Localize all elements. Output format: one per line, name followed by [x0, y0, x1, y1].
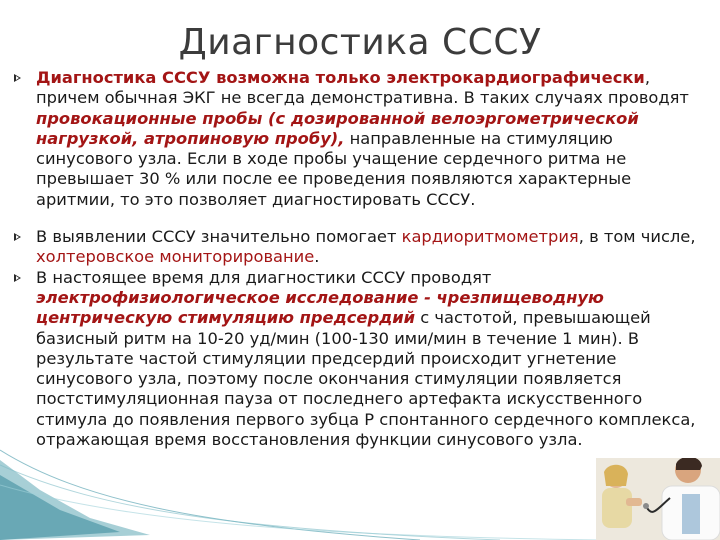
bullet-2-seg-4: холтеровское мониторирование [36, 247, 315, 267]
triangle-bullet-icon [14, 274, 21, 282]
bullet-2-seg-5: . [314, 247, 320, 267]
triangle-bullet-icon [14, 74, 21, 82]
bullet-3-seg-1: В настоящее время для диагностики СССУ проводят [36, 267, 492, 287]
doctor-child-photo [596, 458, 720, 540]
bullet-item-2 [14, 227, 714, 268]
bullet-1-seg-2: , причем обычная ЭКГ не всегда демонстративна. В таких случаях проводят [36, 68, 689, 108]
bullet-2-seg-2: кардиоритмометрия [401, 227, 579, 247]
triangle-bullet-icon [14, 233, 21, 241]
bullet-1-seg-1: Диагностика СССУ возможна только электрокардиографически [36, 68, 645, 87]
bullet-item-3 [14, 268, 714, 451]
bullet-2-seg-3: , в том числе, [578, 227, 696, 247]
bullet-2-seg-1: В выявлении СССУ значительно помогает [36, 227, 402, 247]
bullet-1-seg-3: провокационные пробы (с дозированной велоэргометрической нагрузкой, атропиновую пробу), [36, 108, 639, 148]
page-title: Диагностика СССУ [178, 22, 542, 63]
bullet-3-seg-3: с частотой, превышающей базисный ритм на 10-20 уд/мин (100-130 ими/мин в течение 1 мин). В результате частой стимуляции предсердий происходит угнетение синусового узла, поэтому после окончания стимуляции появляется постстимуляционная пауза от последнего артефакта искусственного стимула до появления первого зубца Р спонтанного сердечного комплекса, отражающая время восстановления функции синусового узла. [36, 308, 696, 450]
bullet-item-1 [14, 68, 714, 210]
slide-content [14, 68, 714, 450]
bullet-3-seg-2: электрофизиологическое исследование - чрезпищеводную центрическую стимуляцию предсердий [36, 287, 604, 328]
bullet-1-seg-4: направленные на стимуляцию синусового узла. Если в ходе пробы учащение сердечного ритма не превышает 30 % или после ее проведения появляются характерные аритмии, то это позволяет диагностировать СССУ. [36, 128, 632, 209]
